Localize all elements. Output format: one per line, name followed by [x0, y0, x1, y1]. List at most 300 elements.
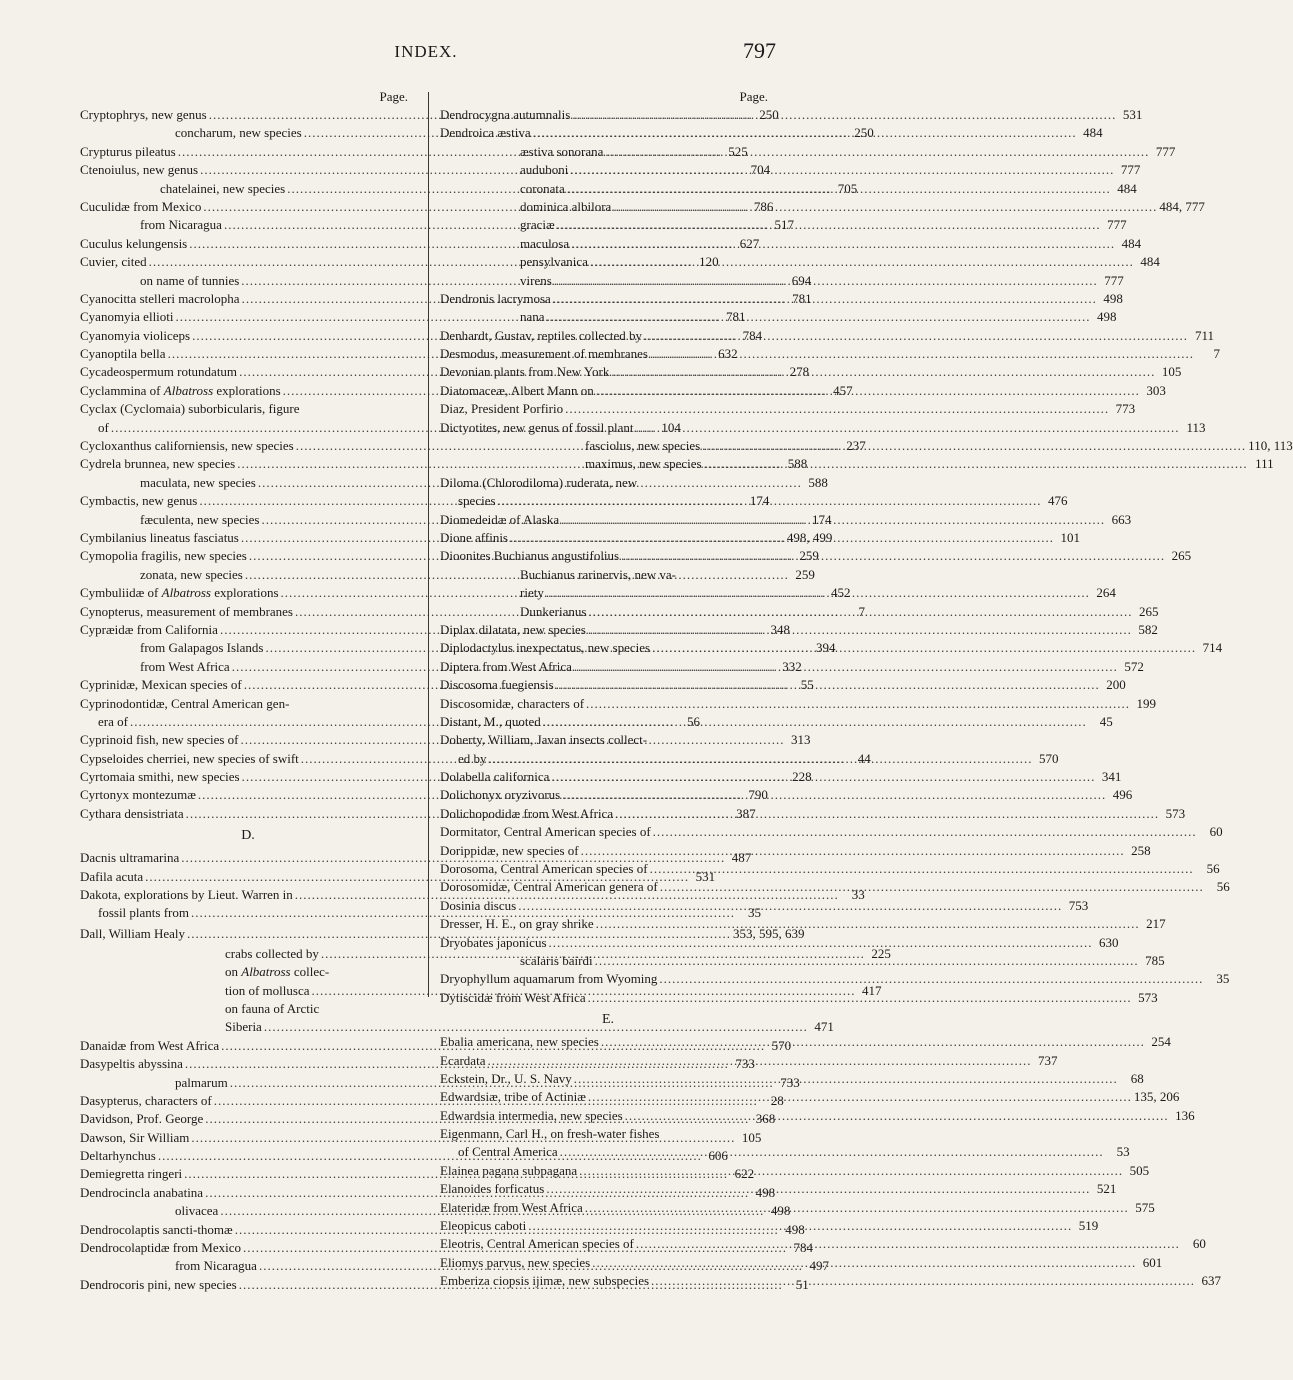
entry-text: Elateridæ from West Africa — [440, 1199, 583, 1215]
leader-dots — [647, 731, 752, 749]
index-entry — [440, 327, 1215, 345]
entry-text: zonata, new species — [140, 566, 243, 582]
entry-page-number: 313 — [791, 732, 811, 748]
entry-text: Danaidæ from West Africa — [80, 1037, 220, 1053]
entry-text: Dosinia discus — [440, 897, 517, 913]
entry-text: Cycloxanthus californiensis, new species — [80, 438, 294, 454]
leader-dots — [583, 1199, 1131, 1217]
entry-text: Dasypterus, characters of — [80, 1092, 212, 1108]
leader-dots — [516, 897, 1064, 915]
leader-dots — [634, 1235, 1182, 1253]
entry-text: Cyprinodontidæ, Central American gen- — [80, 695, 290, 711]
entry-text: Buchianus rarinervis, new va- — [520, 566, 676, 582]
entry-page-number: 790 — [748, 787, 768, 803]
entry-text: Cyrtonyx montezumæ — [80, 787, 196, 803]
entry-page-number: 517 — [774, 217, 794, 233]
leader-dots — [572, 1070, 1120, 1088]
entry-text: Cuvier, cited — [80, 254, 147, 270]
entry-page-number: 786 — [753, 198, 774, 214]
entry-text: Cymbactis, new genus — [80, 493, 198, 509]
entry-text: crabs collected by — [225, 945, 319, 961]
section-letter: D. — [241, 828, 255, 844]
leader-dots — [565, 180, 1113, 198]
entry-text: Dytiscidæ from West Africa — [440, 989, 586, 1005]
leader-dots — [590, 1254, 1138, 1272]
entry-page-number: 135, 206 — [1133, 1089, 1180, 1105]
index-entry — [440, 400, 1136, 418]
entry-text: coronata — [520, 180, 565, 196]
entry-page-number: 174 — [749, 493, 770, 509]
entry-text: Diplax dilatata, new species — [440, 621, 586, 637]
entry-text: Ctenoiulus, new genus — [80, 162, 199, 178]
index-entry — [440, 934, 1119, 952]
entry-page-number: 332 — [782, 658, 802, 674]
leader-dots — [551, 290, 1099, 308]
entry-text: maculata, new species — [140, 474, 256, 490]
entry-text: æstiva sonorana — [520, 143, 604, 159]
entry-text: riety — [520, 585, 544, 601]
entry-page-number: 254 — [1151, 1034, 1171, 1050]
index-entry — [80, 963, 416, 981]
entry-text: Eleotris, Central American species of — [440, 1236, 634, 1252]
index-entry — [80, 1018, 834, 1036]
entry-text: Davidson, Prof. George — [80, 1111, 204, 1127]
entry-text: Cymbilanius lineatus fasciatus — [80, 529, 239, 545]
entry-page-number: 60 — [1209, 824, 1223, 840]
entry-page-number: 498 — [785, 1221, 805, 1237]
entry-page-number: 113 — [1186, 419, 1206, 435]
entry-text: Cyclax (Cyclomaia) suborbicularis, figure — [80, 401, 300, 417]
leader-dots — [300, 400, 393, 418]
entry-page-number: 111 — [1255, 456, 1274, 472]
leader-dots — [623, 1107, 1171, 1125]
entry-page-number: 303 — [1146, 382, 1166, 398]
leader-dots — [586, 989, 1134, 1007]
entry-text: Doherty, William, Javan insects collect- — [440, 732, 648, 748]
leader-dots — [560, 786, 1108, 804]
index-entry — [440, 786, 1133, 804]
entry-page-number: 704 — [750, 162, 771, 178]
leader-dots — [570, 106, 1118, 124]
entry-text: Elanoides forficatus — [440, 1181, 545, 1197]
entry-text: Ecardata — [440, 1052, 486, 1068]
entry-text: Crypturus pileatus — [80, 143, 176, 159]
leader-dots — [700, 437, 1248, 455]
entry-page-number — [392, 695, 416, 713]
entry-page-number: 694 — [791, 272, 812, 288]
leader-dots — [541, 713, 1089, 731]
entry-page-number: 101 — [1060, 529, 1080, 545]
leader-dots — [584, 695, 1132, 713]
entry-text: Cyprinoid fish, new species of — [80, 732, 239, 748]
entry-page-number: 33 — [851, 887, 865, 903]
entry-page-number: 531 — [695, 868, 716, 884]
entry-text: Devonian plants from New York — [440, 364, 610, 380]
entry-page-number: 588 — [787, 456, 808, 472]
entry-text: Dendrocygna autumnalis — [440, 107, 571, 122]
entry-page-number: 627 — [739, 235, 760, 251]
index-entry — [440, 566, 776, 584]
leader-dots — [676, 566, 752, 584]
entry-page-number: 777 — [1120, 162, 1141, 178]
index-entry — [440, 603, 1159, 621]
entry-text: tion of mollusca — [225, 982, 310, 998]
entry-text: Dendronis lacrymosa — [440, 290, 551, 306]
entry-page-number: 582 — [1138, 621, 1158, 637]
entry-page-number: 368 — [755, 1111, 776, 1127]
entry-page-number: 575 — [1135, 1199, 1155, 1215]
index-entry — [440, 143, 1176, 161]
leader-dots — [657, 970, 1205, 988]
leader-dots — [660, 1125, 753, 1143]
leader-dots — [642, 327, 1190, 345]
entry-text: Deltarhynchus — [80, 1148, 156, 1164]
entry-page-number: 781 — [792, 290, 812, 306]
leader-dots — [649, 1272, 1197, 1290]
entry-text: Diaz, President Porfirio — [440, 401, 564, 417]
entry-page-number: 753 — [1068, 897, 1089, 913]
entry-page-number: 225 — [871, 945, 891, 961]
leader-dots — [586, 603, 1134, 621]
entry-page-number: 781 — [726, 309, 746, 325]
leader-dots — [637, 474, 752, 492]
leader-dots — [594, 382, 1142, 400]
entry-text: Diomedeidæ of Alaska — [440, 511, 560, 527]
entry-page-number: 484 — [1121, 235, 1142, 251]
leader-dots — [554, 676, 1102, 694]
entry-text: fasciolus, new species — [585, 438, 701, 454]
entry-page-number: 777 — [1155, 143, 1176, 159]
entry-page-number — [392, 1000, 416, 1018]
entry-text: Dresser, H. E., on gray shrike — [440, 916, 594, 932]
index-entry — [440, 106, 1143, 124]
entry-text: Dorosoma, Central American species of — [440, 861, 648, 877]
entry-text: concharum, new species — [175, 125, 302, 141]
entry-page-number: 622 — [734, 1166, 755, 1182]
entry-page-number: 498, 499 — [786, 529, 833, 545]
entry-page-number: 531 — [1122, 107, 1143, 122]
entry-text: Cryptophrys, new genus — [80, 107, 207, 122]
entry-page-number: 498 — [1103, 290, 1123, 306]
entry-text: Siberia — [225, 1019, 262, 1035]
entry-page-number: 45 — [1099, 713, 1113, 729]
index-entry — [440, 1052, 1058, 1070]
entry-page-number: 570 — [771, 1037, 792, 1053]
leader-dots — [487, 750, 1035, 768]
leader-dots — [609, 363, 1157, 381]
entry-page-number: 259 — [795, 566, 815, 582]
entry-text: Dasypeltis abyssina — [80, 1056, 183, 1072]
entry-page-number: 200 — [1106, 677, 1126, 693]
leader-dots — [599, 1033, 1147, 1051]
entry-text: Dorippidæ, new species of — [440, 842, 579, 858]
leader-dots — [577, 1162, 1125, 1180]
entry-text: Demiegretta ringeri — [80, 1166, 183, 1182]
entry-page-number: 521 — [1096, 1181, 1117, 1197]
entry-page-number: 28 — [770, 1092, 784, 1108]
entry-page-number: 341 — [1101, 769, 1122, 785]
entry-page-number — [752, 731, 776, 749]
entry-page-number: 228 — [792, 769, 812, 785]
entry-text: Cuculus kelungensis — [80, 235, 188, 251]
entry-text: Eleopicus caboti — [440, 1218, 527, 1234]
entry-text: Elainea pagana subpagana — [440, 1162, 578, 1178]
leader-dots — [319, 1000, 392, 1018]
entry-page-number — [752, 474, 776, 492]
entry-text: auduboni — [520, 162, 569, 178]
entry-page-number: 250 — [759, 107, 779, 122]
leader-dots — [651, 823, 1199, 841]
entry-text: Ebalia americana, new species — [440, 1034, 599, 1050]
entry-page-number: 573 — [1138, 989, 1158, 1005]
entry-page-number: 632 — [718, 346, 738, 362]
page-number: 797 — [743, 38, 776, 63]
entry-page-number: 777 — [1107, 217, 1127, 233]
entry-page-number: 497 — [809, 1258, 829, 1274]
leader-dots — [650, 639, 1198, 657]
leader-dots — [555, 216, 1103, 234]
entry-text: Cyanomyia violiceps — [80, 327, 191, 343]
leader-dots — [559, 511, 1107, 529]
entry-text: graciæ — [520, 217, 555, 233]
leader-dots — [568, 161, 1116, 179]
entry-page-number: 452 — [831, 585, 851, 601]
leader-dots — [544, 584, 1092, 602]
leader-dots — [593, 952, 1141, 970]
index-entry — [440, 805, 1186, 823]
entry-page-number: 68 — [1130, 1070, 1144, 1086]
index-entry — [440, 1143, 1130, 1161]
entry-page-number: 733 — [735, 1056, 755, 1072]
index-entry — [440, 492, 1068, 510]
entry-text: Denhardt, Gustav, reptiles collected by — [440, 327, 643, 343]
entry-text: Cyrtomaia smithi, new species — [80, 769, 240, 785]
leader-dots — [526, 1217, 1074, 1235]
right-page-label: Page. — [739, 89, 768, 104]
entry-page-number: 777 — [1104, 272, 1124, 288]
entry-page-number: 606 — [708, 1148, 728, 1164]
entry-page-number: 484 — [1083, 125, 1103, 141]
entry-page-number: 136 — [1175, 1107, 1195, 1123]
entry-text: Cythara densistriata — [80, 805, 184, 821]
left-page-label: Page. — [379, 89, 408, 104]
entry-text: Cyanocitta stelleri macrolopha — [80, 290, 240, 306]
entry-text: from Galapagos Islands — [140, 640, 264, 656]
entry-page-number: 570 — [1039, 750, 1059, 766]
entry-text: Dendrocincla anabatina — [80, 1184, 204, 1200]
entry-page-number: 44 — [857, 750, 871, 766]
entry-text: Dendroica æstiva — [440, 125, 531, 141]
entry-text: Discosoma fuegiensis — [440, 677, 554, 693]
entry-page-number: 705 — [837, 180, 858, 196]
entry-page-number: 484 — [1140, 254, 1160, 270]
entry-page-number: 505 — [1129, 1162, 1150, 1178]
entry-page-number — [392, 400, 416, 418]
entry-text: Dolabella californica — [440, 769, 550, 785]
entry-page-number: 105 — [741, 1129, 762, 1145]
entry-page-number: 737 — [1037, 1052, 1058, 1068]
entry-text: Dioonites Buchianus angustifolius — [440, 548, 620, 564]
entry-page-number: 484 — [1117, 180, 1137, 196]
leader-dots — [613, 805, 1161, 823]
leader-dots — [508, 529, 1056, 547]
entry-text: on Albatross collec- — [225, 964, 330, 980]
index-entry — [80, 695, 416, 713]
entry-text: Desmodus, measurement of membranes — [440, 346, 648, 362]
entry-page-number: 498 — [755, 1184, 776, 1200]
entry-text: from Nicaragua — [175, 1258, 257, 1274]
entry-text: Cypræidæ from California — [80, 621, 218, 637]
entry-page-number: 733 — [780, 1074, 800, 1090]
entry-text: era of — [98, 713, 128, 729]
index-entry — [440, 161, 1141, 179]
leader-dots — [588, 253, 1136, 271]
entry-page-number: 348 — [770, 621, 790, 637]
entry-text: maximus, new species — [585, 456, 702, 472]
leader-dots — [572, 658, 1120, 676]
entry-page-number: 56 — [686, 713, 700, 729]
entry-page-number: 785 — [1145, 952, 1165, 968]
entry-page-number — [752, 1125, 776, 1143]
entry-page-number: 487 — [731, 850, 752, 866]
leader-dots — [594, 915, 1142, 933]
leader-dots — [586, 621, 1134, 639]
entry-page-number: 120 — [699, 254, 719, 270]
entry-text: Cyprinidæ, Mexican species of — [80, 677, 242, 693]
entry-page-number: 394 — [815, 640, 836, 656]
entry-text: Diplodactylus inexpectatus, new species — [440, 640, 651, 656]
entry-text: Dictyotites, new genus of fossil plant — [440, 419, 634, 435]
section-letter: E. — [601, 1012, 615, 1028]
entry-text: on fauna of Arctic — [225, 1000, 320, 1016]
entry-text: Diptera from West Africa — [440, 658, 572, 674]
entry-page-number: 104 — [661, 419, 681, 435]
entry-page-number: 484, 777 — [1159, 198, 1205, 214]
entry-page-number: 105 — [1161, 364, 1182, 380]
entry-page-number: 498 — [770, 1203, 791, 1219]
entry-page-number: 784 — [793, 1240, 814, 1256]
entry-text: Dunkerianus — [520, 603, 587, 619]
leader-dots — [544, 1180, 1092, 1198]
entry-page-number: 259 — [799, 548, 819, 564]
index-entry — [440, 713, 1113, 731]
index-entry — [440, 731, 776, 749]
entry-page-number: 714 — [1202, 640, 1223, 656]
entry-page-number: 457 — [833, 382, 853, 398]
index-entry — [440, 345, 1220, 363]
index-entry — [440, 860, 1220, 878]
entry-text: virens — [520, 272, 552, 288]
entry-text: from West Africa — [140, 658, 230, 674]
leader-dots — [531, 124, 1079, 142]
entry-text: scalaris bairdi — [520, 952, 593, 968]
entry-text: fossil plants from — [98, 905, 189, 921]
entry-page-number: 110, 113 — [1248, 438, 1293, 454]
leader-dots — [563, 400, 1111, 418]
entry-page-number: 773 — [1115, 401, 1136, 417]
entry-text: Cypseloides cherriei, new species of swift — [80, 750, 299, 766]
index-entry — [440, 198, 1205, 216]
entry-page-number: 711 — [1195, 327, 1215, 343]
entry-page-number: 265 — [1138, 603, 1159, 619]
entry-text: Dendrocolaptidæ from Mexico — [80, 1240, 242, 1256]
entry-text: fæculenta, new species — [140, 511, 260, 527]
leader-dots — [648, 860, 1196, 878]
entry-page-number: 572 — [1124, 658, 1144, 674]
leader-dots — [545, 308, 1093, 326]
entry-page-number: 53 — [1116, 1144, 1130, 1160]
index-entry — [440, 474, 776, 492]
entry-page-number: 525 — [728, 143, 748, 159]
entry-text: Cymopolia fragilis, new species — [80, 548, 247, 564]
leader-dots — [658, 878, 1206, 896]
entry-text: Dawson, Sir William — [80, 1129, 190, 1145]
leader-dots — [619, 547, 1167, 565]
entry-page-number: 573 — [1165, 805, 1186, 821]
entry-text: Cycadeospermum rotundatum — [80, 364, 238, 380]
leader-dots — [603, 143, 1151, 161]
entry-text: of — [98, 419, 109, 435]
entry-text: Dione affinis — [440, 529, 508, 545]
entry-text: maculosa — [520, 235, 570, 251]
entry-page-number: 199 — [1136, 695, 1157, 711]
leader-dots — [549, 768, 1097, 786]
entry-text: Dacnis ultramarina — [80, 850, 180, 866]
leader-dots — [611, 198, 1159, 216]
entry-text: chatelainei, new species — [160, 180, 286, 196]
entry-text: Edwardsiæ, tribe of Actiniæ — [440, 1089, 586, 1105]
entry-text: on name of tunnies — [140, 272, 240, 288]
entry-text: Dorosomidæ, Central American genera of — [440, 879, 658, 895]
entry-text: olivacea — [175, 1203, 219, 1219]
entry-text: Discosomidæ, characters of — [440, 695, 585, 711]
entry-text: Cydrela brunnea, new species — [80, 456, 236, 472]
index-entry — [440, 842, 1151, 860]
index-entry — [80, 400, 416, 418]
entry-text: Dendrocoris pini, new species — [80, 1276, 237, 1292]
entry-page-number: 250 — [854, 125, 874, 141]
entry-page-number: 35 — [748, 905, 761, 921]
entry-text: Dendrocolaptis sancti-thomæ — [80, 1221, 233, 1237]
entry-text: Dryophyllum aquamarum from Wyoming — [440, 971, 658, 987]
entry-page-number: 51 — [795, 1276, 809, 1292]
entry-text: Cyanomyia ellioti — [80, 309, 174, 325]
entry-page-number: 630 — [1099, 934, 1119, 950]
entry-page-number: 663 — [1111, 511, 1132, 527]
entry-page-number: 471 — [814, 1019, 834, 1035]
leader-dots — [586, 1088, 1134, 1106]
index-entry — [440, 1107, 1195, 1125]
leader-dots — [552, 272, 1100, 290]
entry-page-number: 519 — [1078, 1218, 1099, 1234]
entry-text: Dolichopodidæ from West Africa — [440, 805, 614, 821]
leader-dots — [569, 235, 1117, 253]
entry-page-number: 265 — [1171, 548, 1192, 564]
leader-dots — [485, 1052, 1033, 1070]
entry-page-number: 237 — [846, 438, 866, 454]
leader-dots — [547, 934, 1095, 952]
entry-text: Dormitator, Central American species of — [440, 824, 651, 840]
entry-page-number — [392, 963, 416, 981]
entry-page-number: 60 — [1192, 1236, 1206, 1252]
entry-text: Cyanoptila bella — [80, 346, 166, 362]
leader-dots — [558, 1143, 1106, 1161]
entry-text: Dryobates japonicus — [440, 934, 547, 950]
index-entry — [440, 970, 1230, 988]
entry-text: Cyclammina of Albatross explorations — [80, 382, 281, 398]
leader-dots — [648, 345, 1196, 363]
leader-dots — [289, 695, 392, 713]
